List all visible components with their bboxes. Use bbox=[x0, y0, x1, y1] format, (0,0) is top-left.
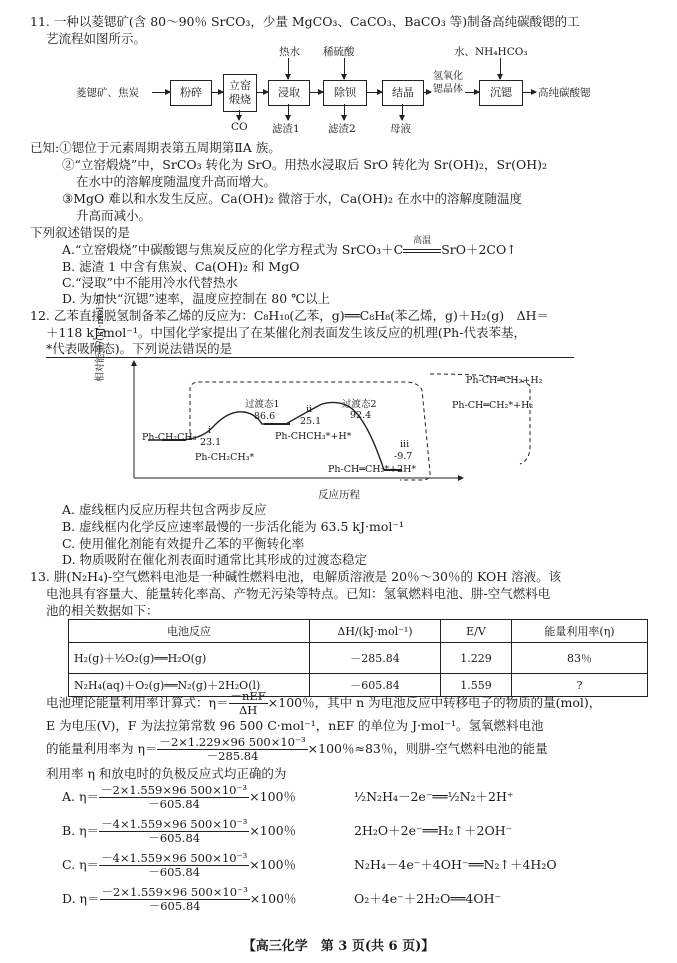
flow-arrow bbox=[152, 92, 170, 93]
flow-input-water-nh4hco3: 水、NH₄HCO₃ bbox=[454, 46, 528, 58]
q11-stem-line2: 艺流程如图所示。 bbox=[46, 31, 147, 46]
q13-option-c bbox=[62, 850, 557, 880]
q12-species-iii: Ph-CH═CH₂*+2H* bbox=[328, 464, 417, 475]
y-axis-arrow bbox=[131, 360, 137, 366]
page-footer: 【高三化学 第 3 页(共 6 页)】 bbox=[242, 939, 435, 954]
flow-step-calcine: 立窑煅烧 bbox=[223, 74, 257, 112]
q13-calc1-tail: ×100％，其中 n 为电池反应中转移电子的物质的量(mol)， bbox=[267, 695, 602, 710]
flow-start-text: 菱锶矿、焦炭 bbox=[76, 87, 139, 99]
fraction-denominator: ΔH bbox=[238, 703, 258, 717]
fraction-numerator: －4×1.559×96 500×10⁻³ bbox=[101, 817, 248, 831]
table-cell: ? bbox=[512, 674, 648, 697]
option-equation: O₂＋4e⁻＋2H₂O══4OH⁻ bbox=[354, 891, 502, 906]
q12-species-i: Ph-CH₂CH₃* bbox=[195, 452, 255, 463]
q12-x-axis-label: 反应历程 bbox=[318, 489, 360, 501]
table-header-cell: 能量利用率(η) bbox=[512, 620, 648, 643]
flow-input-hot-water: 热水 bbox=[279, 46, 300, 58]
fraction-numerator: －2×1.559×96 500×10⁻³ bbox=[101, 885, 248, 899]
q11-option-a-products: SrO＋2CO↑ bbox=[441, 242, 517, 257]
q12-stem-line3: *代表吸附态)。下列说法错误的是 bbox=[46, 341, 233, 356]
flow-arrow bbox=[288, 58, 289, 79]
table-cell: H₂(g)＋½O₂(g)══H₂O(g) bbox=[69, 643, 310, 674]
flow-arrow bbox=[239, 110, 240, 120]
flow-arrow bbox=[423, 92, 431, 93]
flow-arrow bbox=[366, 92, 382, 93]
table-row bbox=[69, 643, 648, 674]
table-header-cell: ΔH/(kJ·mol⁻¹) bbox=[310, 620, 441, 643]
flow-output-residue2: 滤渣2 bbox=[328, 123, 356, 135]
q12-value-iii: -9.7 bbox=[394, 451, 413, 462]
reaction-equals-sign bbox=[403, 249, 441, 253]
q12-option-d: D. 物质吸附在催化剂表面时通常比其形成的过渡态稳定 bbox=[62, 552, 368, 567]
q13-stem-line2: 电池具有容量大、能量转化率高、产物无污染等特点。已知：氢氧燃料电池、肼-空气燃料电 bbox=[46, 586, 551, 601]
flow-step-crush: 粉碎 bbox=[170, 80, 212, 106]
flow-output-co: CO bbox=[231, 121, 248, 133]
q12-label-ii: ii bbox=[306, 404, 313, 415]
q12-stem-line2: ＋118 kJ·mol⁻¹。中国化学家提出了在某催化剂表面发生该反应的机理(Ph-代表苯基， bbox=[46, 325, 526, 340]
table-cell: 1.229 bbox=[441, 643, 512, 674]
q13-stem-line3: 池的相关数据如下： bbox=[46, 603, 159, 618]
option-label: C. η＝ bbox=[62, 857, 100, 872]
flow-input-sulfuric: 稀硫酸 bbox=[323, 46, 355, 58]
q13-option-d bbox=[62, 884, 502, 914]
option-percent: ×100％ bbox=[249, 789, 297, 804]
q11-known-3b: 升高而减小。 bbox=[76, 208, 152, 223]
table-header-cell: E/V bbox=[441, 620, 512, 643]
q12-y-axis-label: 相对能量/(kJ·mol⁻¹) bbox=[95, 294, 106, 382]
table-cell: －285.84 bbox=[310, 643, 441, 674]
flow-step-leach: 浸取 bbox=[268, 80, 310, 106]
option-equation: ½N₂H₄－2e⁻══½N₂＋2H⁺ bbox=[354, 789, 514, 804]
flow-arrow bbox=[344, 104, 345, 120]
fraction bbox=[99, 852, 249, 879]
table-cell: －605.84 bbox=[310, 674, 441, 697]
q12-ts1-label: 过渡态1 bbox=[245, 399, 280, 410]
q12-ts1-value: 86.6 bbox=[254, 411, 276, 422]
q11-option-d: D. 为加快“沉锶”速率，温度应控制在 80 ℃以上 bbox=[62, 291, 331, 306]
option-equation: N₂H₄－4e⁻＋4OH⁻══N₂↑＋4H₂O bbox=[354, 857, 557, 872]
q13-option-b bbox=[62, 816, 513, 846]
dashed-connector bbox=[430, 374, 530, 464]
q13-calc1-text: 电池理论能量利用率计算式：η＝ bbox=[46, 695, 229, 710]
flow-output-residue1: 滤渣1 bbox=[272, 123, 300, 135]
q12-species-ii: Ph-CHCH₃*+H* bbox=[275, 431, 352, 442]
q11-known-1: 已知:①锶位于元素周期表第五周期第ⅡA 族。 bbox=[30, 140, 281, 155]
q12-value-ii: 25.1 bbox=[300, 416, 322, 427]
q11-option-a-text: A.“立窑煅烧”中碳酸锶与焦炭反应的化学方程式为 SrCO₃＋C bbox=[62, 242, 404, 257]
q12-value-i: 23.1 bbox=[200, 437, 222, 448]
flow-arrow bbox=[288, 104, 289, 120]
q13-data-table bbox=[68, 619, 648, 697]
q12-option-b: B. 虚线框内化学反应速率最慢的一步活化能为 63.5 kJ·mol⁻¹ bbox=[62, 519, 404, 534]
q12-option-a: A. 虚线框内反应历程共包含两步反应 bbox=[62, 502, 267, 517]
option-label: D. η＝ bbox=[62, 891, 100, 906]
option-equation: 2H₂O＋2e⁻══H₂↑＋2OH⁻ bbox=[354, 823, 513, 838]
flow-step-precipitate: 沉锶 bbox=[479, 80, 523, 106]
fraction bbox=[100, 886, 250, 913]
fraction bbox=[99, 818, 249, 845]
q11-option-a-condition: 高温 bbox=[413, 236, 432, 246]
fraction-numerator: －nEF bbox=[230, 689, 266, 703]
flow-end-text: 高纯碳酸锶 bbox=[538, 87, 591, 99]
q11-option-c: C.“浸取”中不能用冷水代替热水 bbox=[62, 275, 238, 290]
option-label: B. η＝ bbox=[62, 823, 100, 838]
flow-output-mother-liquor: 母液 bbox=[390, 123, 411, 135]
q11-known-3: ③MgO 难以和水发生反应。Ca(OH)₂ 微溶于水，Ca(OH)₂ 在水中的溶解度随温度 bbox=[62, 191, 523, 206]
flow-step-remove-ba: 除钡 bbox=[323, 80, 367, 106]
fraction-denominator: －285.84 bbox=[206, 749, 259, 763]
q13-calc3-text: 的能量利用率为 η＝ bbox=[46, 741, 158, 756]
flow-arrow bbox=[522, 92, 536, 93]
flow-arrow bbox=[500, 58, 501, 79]
table-header-cell: 电池反应 bbox=[69, 620, 310, 643]
option-percent: ×100％ bbox=[249, 857, 297, 872]
flow-arrow bbox=[256, 92, 268, 93]
q13-calc-line1 bbox=[46, 690, 601, 717]
q11-known-2b: 在水中的溶解度随温度升高而增大。 bbox=[76, 174, 277, 189]
q12-label-i: i bbox=[208, 425, 212, 436]
table-header-row bbox=[69, 620, 648, 643]
q12-divider bbox=[46, 357, 574, 358]
q11-known-2: ②“立窑煅烧”中，SrCO₃ 转化为 SrO。用热水浸取后 SrO 转化为 Sr(OH)₂，Sr(OH)₂ bbox=[62, 157, 547, 172]
flow-step-crystallize: 结晶 bbox=[382, 80, 424, 106]
q13-calc3-tail: ×100％≈83％，则肼-空气燃料电池的能量 bbox=[307, 741, 548, 756]
flow-arrow bbox=[402, 104, 403, 120]
q13-calc-line2: E 为电压(V)，F 为法拉第常数 96 500 C·mol⁻¹，nEF 的单位为 J·mol⁻¹。氢氧燃料电池 bbox=[46, 718, 544, 733]
q11-question: 下列叙述错误的是 bbox=[30, 225, 131, 240]
x-axis-arrow bbox=[458, 475, 464, 481]
q12-ts2-value: 92.4 bbox=[350, 410, 372, 421]
fraction-numerator: －2×1.559×96 500×10⁻³ bbox=[100, 783, 248, 797]
flow-arrow bbox=[344, 58, 345, 79]
q13-option-a bbox=[62, 782, 514, 812]
option-label: A. η＝ bbox=[62, 789, 99, 804]
q12-ts2-label: 过渡态2 bbox=[342, 399, 377, 410]
q13-stem-line1: 13. 肼(N₂H₄)-空气燃料电池是一种碱性燃料电池，电解质溶液是 20％～30％的 KOH 溶液。该 bbox=[30, 569, 562, 584]
option-percent: ×100％ bbox=[249, 891, 297, 906]
q13-question: 利用率 η 和放电时的负极反应式均正确的为 bbox=[46, 766, 287, 781]
table-cell: 1.559 bbox=[441, 674, 512, 697]
q12-label-iii: iii bbox=[400, 439, 410, 450]
table-cell: 83％ bbox=[512, 643, 648, 674]
q12-stem-line1: 12. 乙苯直接脱氢制备苯乙烯的反应为：C₈H₁₀(乙苯，g)══C₈H₈(苯乙烯，g)＋H₂(g) ΔH＝ bbox=[30, 308, 549, 323]
q12-option-c: C. 使用催化剂能有效提升乙苯的平衡转化率 bbox=[62, 536, 305, 551]
q12-species-end1: Ph-CH═CH₂+H₂ bbox=[466, 375, 543, 386]
option-percent: ×100％ bbox=[249, 823, 297, 838]
fraction bbox=[229, 690, 268, 717]
fraction-numerator: －4×1.559×96 500×10⁻³ bbox=[101, 851, 248, 865]
fraction bbox=[99, 784, 249, 811]
table-cell: N₂H₄(aq)＋O₂(g)══N₂(g)＋2H₂O(l) bbox=[69, 674, 310, 697]
flow-sr-hydroxide-text: 氢氧化锶晶体 bbox=[433, 71, 463, 95]
fraction-denominator: －605.84 bbox=[148, 797, 200, 811]
flow-arrow bbox=[211, 92, 223, 93]
q11-option-b: B. 滤渣 1 中含有焦炭、Ca(OH)₂ 和 MgO bbox=[62, 259, 300, 274]
flow-arrow bbox=[465, 92, 479, 93]
fraction-numerator: －2×1.229×96 500×10⁻³ bbox=[159, 735, 306, 749]
q12-species-start: Ph-CH₂CH₃ bbox=[142, 432, 197, 443]
q11-option-a bbox=[62, 236, 517, 258]
fraction bbox=[157, 736, 307, 763]
q12-species-end2: Ph-CH═CH₂*+H₂ bbox=[452, 400, 534, 411]
flow-arrow bbox=[309, 92, 323, 93]
fraction-denominator: －605.84 bbox=[148, 865, 201, 879]
q11-stem-line1: 11. 一种以菱锶矿(含 80～90％ SrCO₃，少量 MgCO₃、CaCO₃、BaCO₃ 等)制备高纯碳酸锶的工 bbox=[30, 14, 580, 29]
q13-calc-line3 bbox=[46, 736, 548, 763]
fraction-denominator: －605.84 bbox=[148, 831, 201, 845]
fraction-denominator: －605.84 bbox=[148, 899, 201, 913]
